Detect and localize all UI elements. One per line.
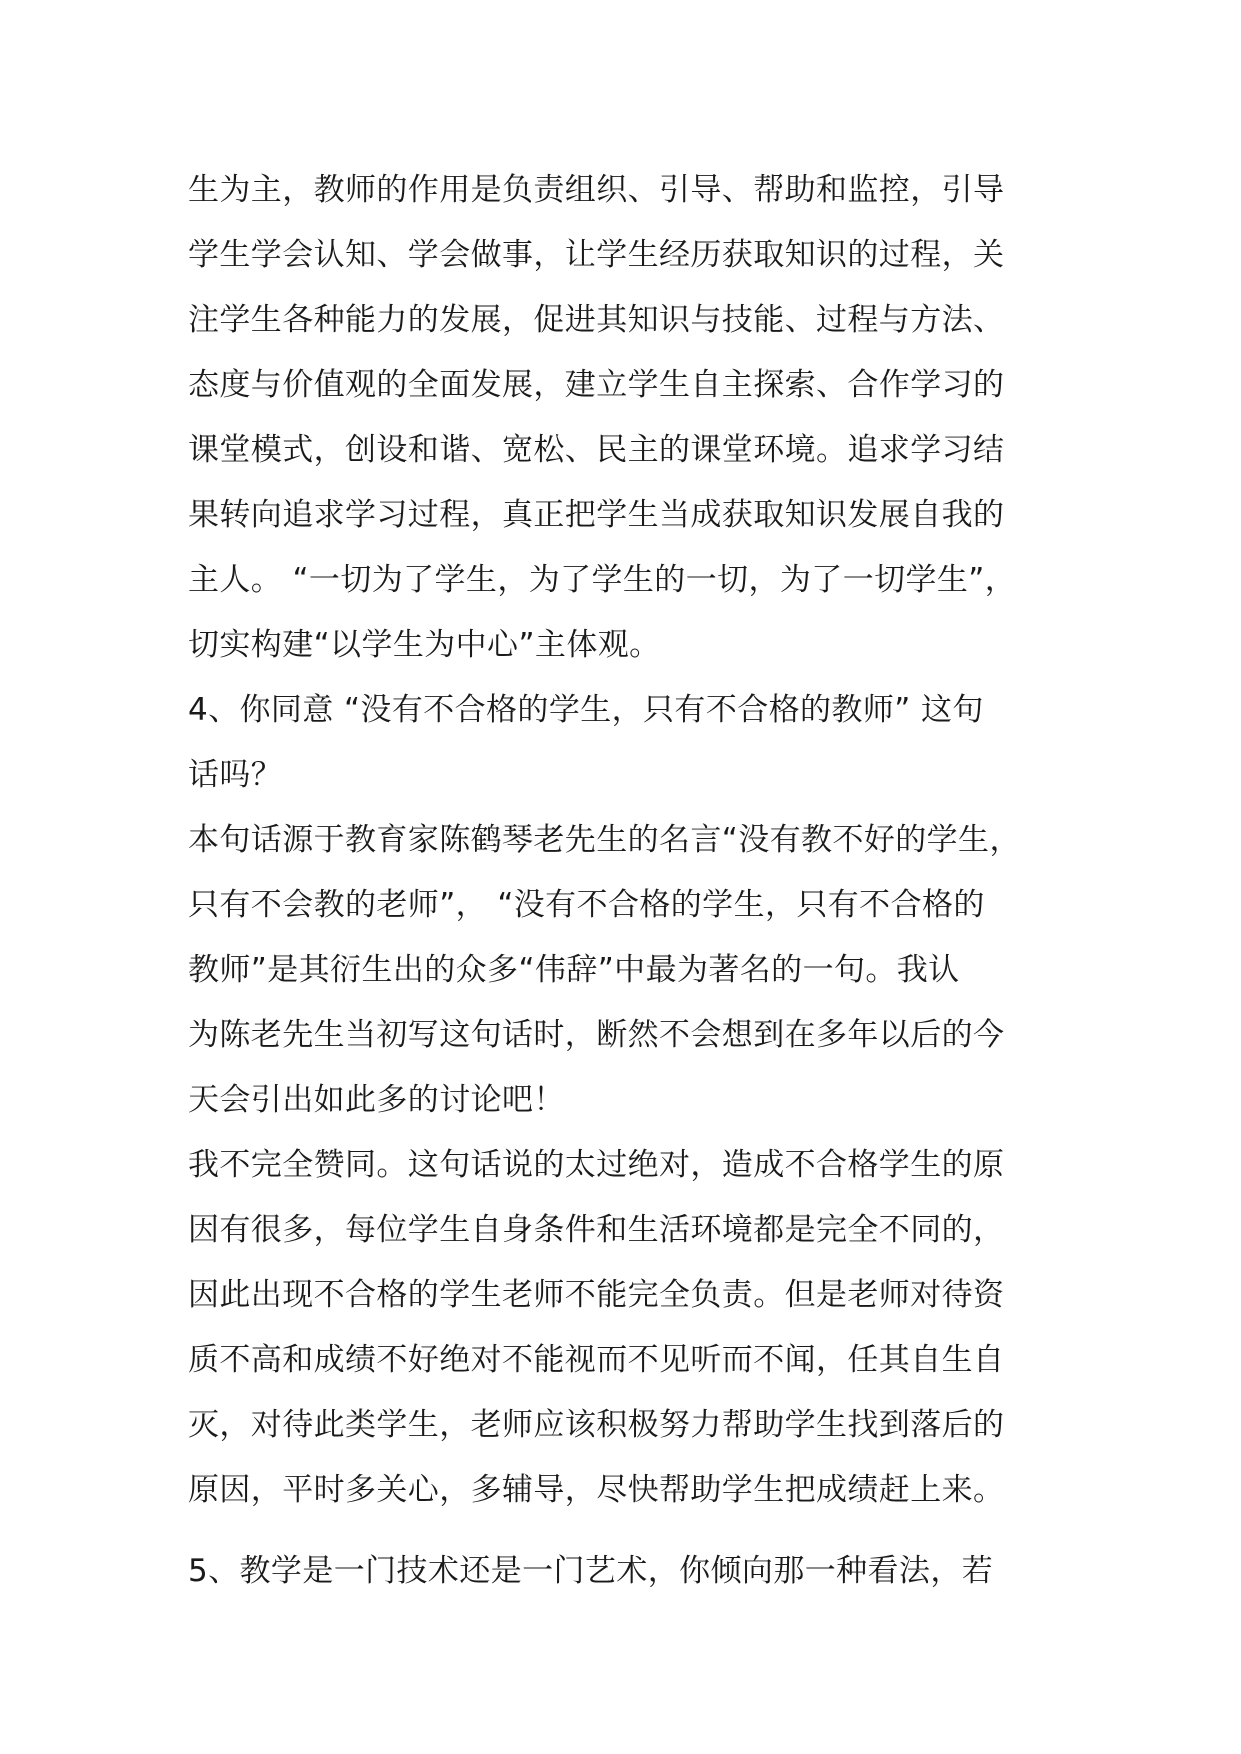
question-4-heading: 4、你同意 “没有不合格的学生，只有不合格的教师” 这句 <box>188 692 984 728</box>
paragraph-gap <box>188 1523 1078 1539</box>
text-line: 课堂模式，创设和谐、宽松、民主的课堂环境。追求学习结 <box>188 432 1005 468</box>
text-line: 灭，对待此类学生，老师应该积极努力帮助学生找到落后的 <box>188 1407 1005 1443</box>
text-line: 因此出现不合格的学生老师不能完全负责。但是老师对待资 <box>188 1277 1005 1313</box>
text-line: 原因，平时多关心，多辅导，尽快帮助学生把成绩赶上来。 <box>188 1472 1005 1508</box>
text-line: 学生学会认知、学会做事，让学生经历获取知识的过程，关 <box>188 237 1005 273</box>
text-line: 质不高和成绩不好绝对不能视而不见听而不闻，任其自生自 <box>188 1342 1005 1378</box>
text-line: 生为主，教师的作用是负责组织、引导、帮助和监控，引导 <box>188 172 1005 208</box>
text-line: 注学生各种能力的发展，促进其知识与技能、过程与方法、 <box>188 302 1005 338</box>
text-line: 只有不会教的老师”， “没有不合格的学生，只有不合格的 <box>188 887 985 923</box>
text-line: 主人。 “一切为了学生，为了学生的一切，为了一切学生”， <box>188 562 1017 598</box>
text-line: 果转向追求学习过程，真正把学生当成获取知识发展自我的 <box>188 497 1005 533</box>
text-line: 切实构建“以学生为中心”主体观。 <box>188 627 661 663</box>
question-4-heading-cont: 话吗？ <box>188 757 283 793</box>
question-5-heading: 5、教学是一门技术还是一门艺术，你倾向那一种看法，若 <box>188 1553 994 1589</box>
text-line: 教师”是其衍生出的众多“伟辞”中最为著名的一句。我认 <box>188 952 960 988</box>
text-line: 因有很多，每位学生自身条件和生活环境都是完全不同的， <box>188 1212 1005 1248</box>
text-line: 态度与价值观的全面发展，建立学生自主探索、合作学习的 <box>188 367 1005 403</box>
text-line: 我不完全赞同。这句话说的太过绝对，造成不合格学生的原 <box>188 1147 1005 1183</box>
document-body <box>188 158 1078 1604</box>
text-line: 本句话源于教育家陈鹤琴老先生的名言“没有教不好的学生， <box>188 822 1021 858</box>
text-line: 为陈老先生当初写这句话时，断然不会想到在多年以后的今 <box>188 1017 1005 1053</box>
text-line: 天会引出如此多的讨论吧！ <box>188 1082 565 1118</box>
